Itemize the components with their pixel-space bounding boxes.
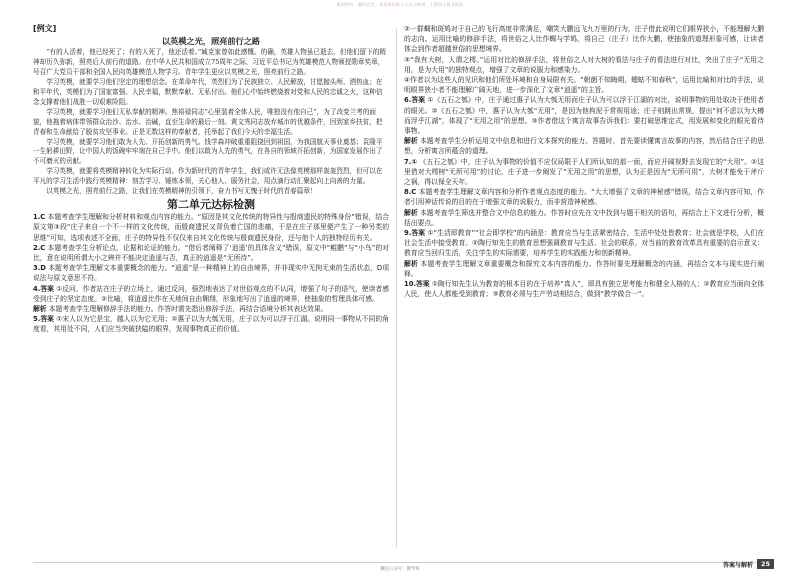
answer-text: ①反问，作者站在庄子的立场上，通过反问，强烈地表达了对世俗观点的不认同，增强了句子的语气，使读者感受到庄子的坚定态度。②比喻，将逍遥比作在天地间自由翱翔，形象地写出了逍遥的境界，使抽象的哲理具体可感。 <box>33 284 389 303</box>
answer-number: 8.C <box>404 188 417 197</box>
answer-number: 1.C <box>33 213 46 222</box>
unit-title: 第二单元达标检测 <box>167 198 255 211</box>
answer-number: 10.答案 <box>404 280 430 289</box>
essay-paragraph: 学习英模，就要学习他们无私奉献的精神。焦裕禄同志“心里装着全体人民，唯独没有他自己”，为了改变兰考的面貌，他拖着病体带领群众治沙、治水、治碱，直至生命的最后一刻。黄文秀同志放弃城市的优越条件，回到家乡扶贫，把青春和生命献给了脱贫攻坚事业。正是无数这样的奉献者，托举起了我们今天的幸福生活。 <box>33 107 383 136</box>
answer-text: ④作者以为这些人的见识和他们所处环境和自身局限有关。“朝菌不知晦朔，蟪蛄不知春秋”，运用比喻和对比的手法，说明眼界狭小者不能理解广阔天地，进一步深化了文章“逍遥”的主旨。 <box>404 76 764 95</box>
answer-item <box>404 136 764 156</box>
essay-paragraph: 学习英模，就要学习他们敢为人先、开拓创新的勇气。钱学森冲破重重阻挠回到祖国，为我国航天事业奠基；袁隆平一生躬耕田野，让中国人的饭碗牢牢端在自己手中。他们以敢为人先的勇气，在各自的领域开拓创新，为国家发展作出了不可磨灭的贡献。 <box>33 137 383 166</box>
answer-number: 7.① <box>404 157 418 166</box>
answer-number: 9.答案 <box>404 229 426 238</box>
answer-text: 本题考查学生理解文本重要概念的能力。“逍遥”是一种精神上的自由境界，并非现实中无拘无束的生活状态，D项说法与原文意思不符。 <box>33 264 389 283</box>
top-note: 版权所有 · 翻印必究 · 本资料仅供个人学习使用，不得用于商业用途 <box>336 2 464 7</box>
answer-text: ②一群蜩和斑鸠对于自己的飞行高度非常满足，嘲笑大鹏远飞九万里的行为，庄子借此说明它们眼界狭小，不能理解大鹏的志向。运用比喻的修辞手法，将世俗之人比作蜩与学鸠，将自己（庄子）比作大鹏，使抽象的道理形象可感，让读者体会到作者超越世俗的思想境界。 <box>404 25 764 54</box>
answer-list <box>33 212 389 334</box>
column-divider <box>396 28 397 548</box>
answer-text: ③“我有大树，人谓之樗。”运用对比的修辞手法，将世俗之人对大树的看法与庄子的看法进行对比，突出了庄子“无用之用，是为大用”的独特观点，增强了文章的说服力和感染力。 <box>404 55 764 74</box>
example-tag: [例文] <box>33 24 57 33</box>
answer-item <box>404 95 764 136</box>
essay-paragraph: 学习英模，就要学习他们坚定的理想信念。在革命年代，英烈们为了民族独立、人民解放，甘愿抛头颅、洒热血；在和平年代，英模们为了国家富强、人民幸福，默默奉献、无私付出。他们心中始终燃烧着对党和人民的忠诚之火，这种信念支撑着他们战胜一切艰难险阻。 <box>33 78 383 106</box>
answer-text: 本题考查学生分析运用文中信息和进行文本探究的能力。答题时，首先要读懂寓言故事的内容，然后结合庄子的思想，分析寓言所蕴含的道理。 <box>404 137 764 156</box>
essay-paragraph: 学习英模，就要将英模精神转化为实际行动。作为新时代的青年学生，我们或许无法像英模那样轰轰烈烈，但可以在平凡的学习生活中践行英模精神：刻苦学习、锤炼本领，关心他人、服务社会，用点滴行动汇聚起向上向善的力量。 <box>33 167 383 186</box>
footer-section-label: 答案与解析 <box>722 561 753 569</box>
left-column <box>33 24 389 552</box>
answer-number: 2.C <box>33 243 46 252</box>
answer-number: 解析 <box>404 259 419 268</box>
answer-text: ①“生活即教育”“社会即学校”的内涵是：教育应当与生活紧密结合，生活中处处皆教育；社会就是学校，人们在社会生活中接受教育。②陶行知先生的教育思想强调教育与生活、社会的联系，对当前的教育改革具有重要的启示意义：教育应当回归生活，关注学生的实际需要，培养学生的实践能力和创新精神。 <box>404 229 764 258</box>
answer-item <box>404 75 764 95</box>
answer-text: ①宋人以为它是宝，越人以为它无用；②惠子以为大瓠无用，庄子以为可以浮于江湖。说明同一事物从不同的角度看，其用处不同，人们应当突破狭隘的眼界，发现事物真正的价值。 <box>33 315 389 334</box>
answer-number: 解析 <box>404 208 418 217</box>
answer-item <box>404 55 764 75</box>
answer-item <box>404 279 764 299</box>
essay-paragraph: 以英模之光，照亮前行之路，让我们在英模精神的引领下，奋力书写无愧于时代的青春篇章！ <box>46 187 317 196</box>
answer-text: 本题考查学生理解和分析材料和观点内容的能力。“原因是其文化传统的特异性与殷商遗民的特殊身份”错误，结合原文第③段“庄子来自一个不一样的文化传统，而殷商遗民又背负着亡国的悲痛，于是在庄子那里便产生了一种另类的思维”可知，选项表述不全面，庄子的特异性不仅仅来自其文化传统与殷商遗民身份，还与他个人的独特经历有关。 <box>33 213 389 242</box>
answer-text: ①陶行知先生认为教育的根本目的在于培养“真人”，即具有独立思考能力和健全人格的人；②教育应当面向全体人民，使人人都能受到教育；③教育必须与生产劳动相结合，做到“教学做合一”。 <box>404 280 764 299</box>
page-number: 25 <box>757 559 774 569</box>
answer-text: 本题考查学生筛选并整合文中信息的能力。作答时应先在文中找到与题干相关的语句，再结合上下文进行分析，概括出要点。 <box>404 208 764 227</box>
answer-item <box>404 157 764 188</box>
answer-text: 本题考查学生理解修辞手法的能力。作答时需先指出修辞手法，再结合语境分析其表达效果。 <box>48 305 328 314</box>
answer-item <box>33 284 389 304</box>
essay-paragraph: “有的人活着，他已经死了；有的人死了，他还活着。”臧克家曾如此感慨。的确，英雄人物虽已逝去，但他们留下的精神却历久弥新，照亮后人前行的道路。在中华人民共和国成立75周年之际，习近平总书记为英雄模范人物颁授勋章奖章，号召广大党员干部和全国人民向英雄模范人物学习。青年学生更应以英模之光，照亮前行之路。 <box>33 48 386 77</box>
answer-text: 本题考查学生理解文章重要概念和探究文本内容的能力。作答时要先理解概念的内涵，再结合文本与现实进行阐释。 <box>404 259 764 278</box>
footer-page-info <box>723 559 774 569</box>
answer-text: 本题考查学生分析论点、论据和论证的能力。“借后者阐释了‘逍遥’的具体含义”错误，原文中“鲲鹏”与“小鸟”的对比，意在说明所谓大小之辨并不能决定逍遥与否，真正的逍遥是“无所待”。 <box>33 243 389 263</box>
answer-number: 5.答案 <box>33 315 54 324</box>
answer-item <box>404 187 764 207</box>
answer-item <box>33 212 389 243</box>
answer-number: 6.答案 <box>404 96 426 105</box>
answer-number: 解析 <box>33 305 47 314</box>
answer-item <box>33 263 389 283</box>
answer-number: 3.D <box>33 264 46 273</box>
right-column <box>404 24 764 552</box>
answer-text: 《五石之瓠》中，庄子认为事物的价值不应仅局限于人们所认知的那一面，而应开阔视野去发现它的“大用”。②这里借对大樗树“无所可用”的讨论，庄子进一步阐发了“无用之用”的思想，认为正是因为“无所可用”，大树才能免于斧斤之祸，得以保全天年。 <box>404 157 764 187</box>
answer-item <box>404 208 764 228</box>
answer-item <box>404 228 764 259</box>
answer-item <box>33 314 389 334</box>
answer-item <box>404 259 764 279</box>
answer-item <box>33 304 389 314</box>
answer-item <box>404 24 764 55</box>
footer-rule <box>33 562 768 563</box>
essay-body <box>33 48 389 197</box>
essay-title: 以英模之光，照亮前行之路 <box>161 36 261 47</box>
answer-text: 本题考查学生理解文章内容和分析作者观点态度的能力。“大大增强了文章的神秘感”错误，结合文章内容可知，作者引用神话传说的目的在于增强文章的说服力，而非营造神秘感。 <box>404 188 764 207</box>
answer-item <box>33 243 389 263</box>
answer-number: 4.答案 <box>33 284 54 293</box>
answer-text: ①《五石之瓠》中，庄子通过惠子认为大瓠无用而庄子认为可以浮于江湖的对比，说明事物的用处取决于使用者的眼光。②《五石之瓠》中，惠子认为大瓠“无用”，是因为他拘泥于常规用途；庄子则跳出常规，提出“何不虑以为大樽而浮乎江湖”，体现了“无用之用”的思想。③作者借这个寓言故事告诉我们：要打破思维定式，用发展和变化的眼光看待事物。 <box>404 96 764 136</box>
answer-number: 解析 <box>404 137 418 146</box>
footer-source: 微信公众号：教学库 <box>380 567 420 572</box>
